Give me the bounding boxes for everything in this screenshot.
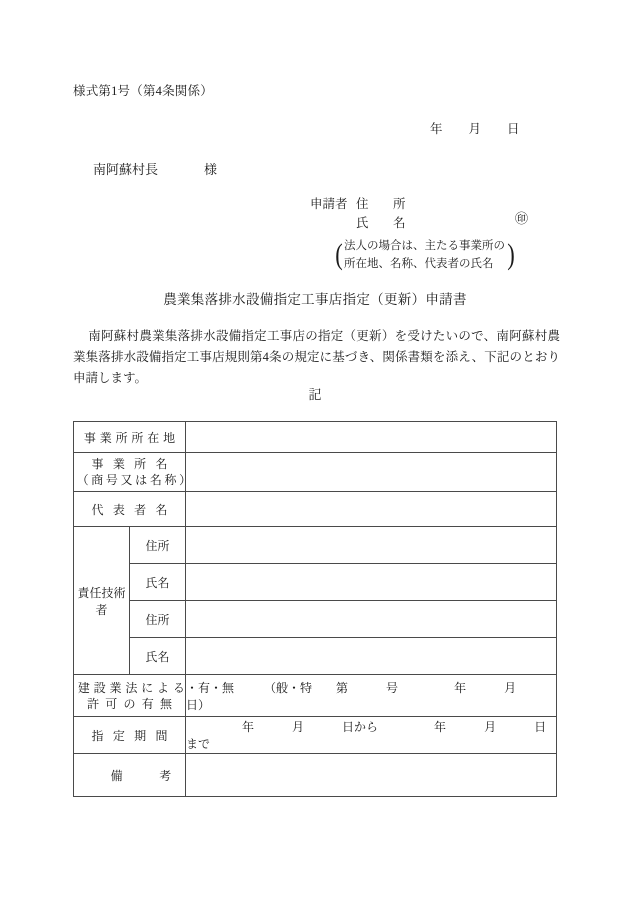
table-row-office-name <box>74 453 557 492</box>
table-row-representative <box>74 492 557 527</box>
label-technician-2-name: 氏名 <box>130 638 186 675</box>
label-responsible-technician <box>74 527 130 675</box>
date-line <box>430 119 520 137</box>
license-month: 月 <box>504 680 517 695</box>
label-office-name <box>74 453 194 492</box>
period-from-year: 年 <box>242 720 255 734</box>
table-row-technician-1-name <box>74 564 557 601</box>
license-number-label: 第 <box>336 680 349 695</box>
applicant-address-label: 住 所 <box>356 197 412 211</box>
label-office-address <box>74 422 186 453</box>
label-designation-period-text: 指定期間 <box>91 728 177 743</box>
table-row-technician-2-address <box>74 601 557 638</box>
date-year-label: 年 <box>430 122 443 136</box>
table-row-remarks <box>74 754 557 797</box>
applicant-note-line1: 法人の場合は、主たる事業所の <box>344 240 505 252</box>
page-title: 農業集落排水設備指定工事店指定（更新）申請書 <box>163 292 467 307</box>
body-paragraph <box>73 326 560 389</box>
table-row-technician-1-address <box>74 527 557 564</box>
applicant-label: 申請者 <box>310 197 348 211</box>
period-from-month: 月 <box>292 720 305 734</box>
record-marker: 記 <box>308 387 322 402</box>
value-remarks[interactable] <box>186 754 557 797</box>
period-to-day: 日まで <box>186 720 547 751</box>
paren-close: ) <box>507 238 515 271</box>
label-representative <box>74 492 186 527</box>
applicant-name-row <box>310 211 529 233</box>
applicant-note <box>334 236 516 273</box>
body-line-2: 排水設備指定工事店規則第4条の規定に基づき、関係書類を添え、下記のとおり申請します。 <box>73 350 560 385</box>
applicant-address-row <box>310 195 412 214</box>
period-from-day: 日から <box>342 720 379 734</box>
application-table <box>73 421 557 797</box>
label-construction-license-line1: 建設業法による <box>77 680 189 695</box>
label-responsible-technician-text: 責任技術者 <box>77 585 126 617</box>
value-construction-license[interactable] <box>186 675 557 717</box>
addressee-name: 南阿蘇村長 <box>93 162 159 177</box>
seal-icon: ㊞ <box>515 211 529 226</box>
label-office-name-text: 事業所名 <box>91 457 177 471</box>
table-row-designation-period <box>74 717 557 754</box>
label-construction-license-line2: 許可の有無 <box>87 696 179 711</box>
label-designation-period <box>74 717 186 754</box>
license-type: （般・特 <box>264 680 313 695</box>
value-designation-period[interactable] <box>186 717 557 754</box>
applicant-note-line2: 所在地、名称、代表者の氏名 <box>344 258 494 270</box>
value-technician-2-address[interactable] <box>186 601 557 638</box>
applicant-name-label: 氏 名 <box>356 216 412 230</box>
license-has-or-not: ・有・無 <box>186 680 235 695</box>
value-technician-2-name[interactable] <box>186 638 557 675</box>
form-code: 様式第1号（第4条関係） <box>73 84 213 98</box>
label-remarks <box>74 754 208 797</box>
table-row-office-address <box>74 422 557 453</box>
label-representative-text: 代表者名 <box>91 502 177 517</box>
addressee-honorific: 様 <box>204 162 218 177</box>
label-technician-2-address: 住所 <box>130 601 186 638</box>
value-office-name[interactable] <box>186 453 557 492</box>
applicant-block <box>310 195 529 233</box>
label-technician-1-name: 氏名 <box>130 564 186 601</box>
value-office-address[interactable] <box>186 422 557 453</box>
date-month-label: 月 <box>468 122 482 136</box>
license-year: 年 <box>454 680 467 695</box>
period-to-month: 月 <box>484 720 497 734</box>
value-technician-1-address[interactable] <box>186 527 557 564</box>
date-day-label: 日 <box>507 122 520 136</box>
table-row-construction-license <box>74 675 557 717</box>
label-technician-1-address: 住所 <box>130 527 186 564</box>
license-number-unit: 号 <box>386 680 399 695</box>
license-day: 日） <box>186 697 211 712</box>
label-office-address-text: 事業所所在地 <box>83 430 179 445</box>
label-construction-license <box>74 675 189 717</box>
paren-open: ( <box>335 238 343 271</box>
value-representative[interactable] <box>186 492 557 527</box>
table-row-technician-2-name <box>74 638 557 675</box>
body-line-1: 南阿蘇村農業集落排水設備指定工事店の指定（更新）を受けたいので、南阿蘇村農業集落 <box>73 329 560 364</box>
addressee-line <box>93 159 217 178</box>
label-remarks-text: 備考 <box>110 768 208 783</box>
label-office-name-sub: （商号又は名称） <box>76 473 194 487</box>
value-technician-1-name[interactable] <box>186 564 557 601</box>
period-to-year: 年 <box>434 720 447 734</box>
